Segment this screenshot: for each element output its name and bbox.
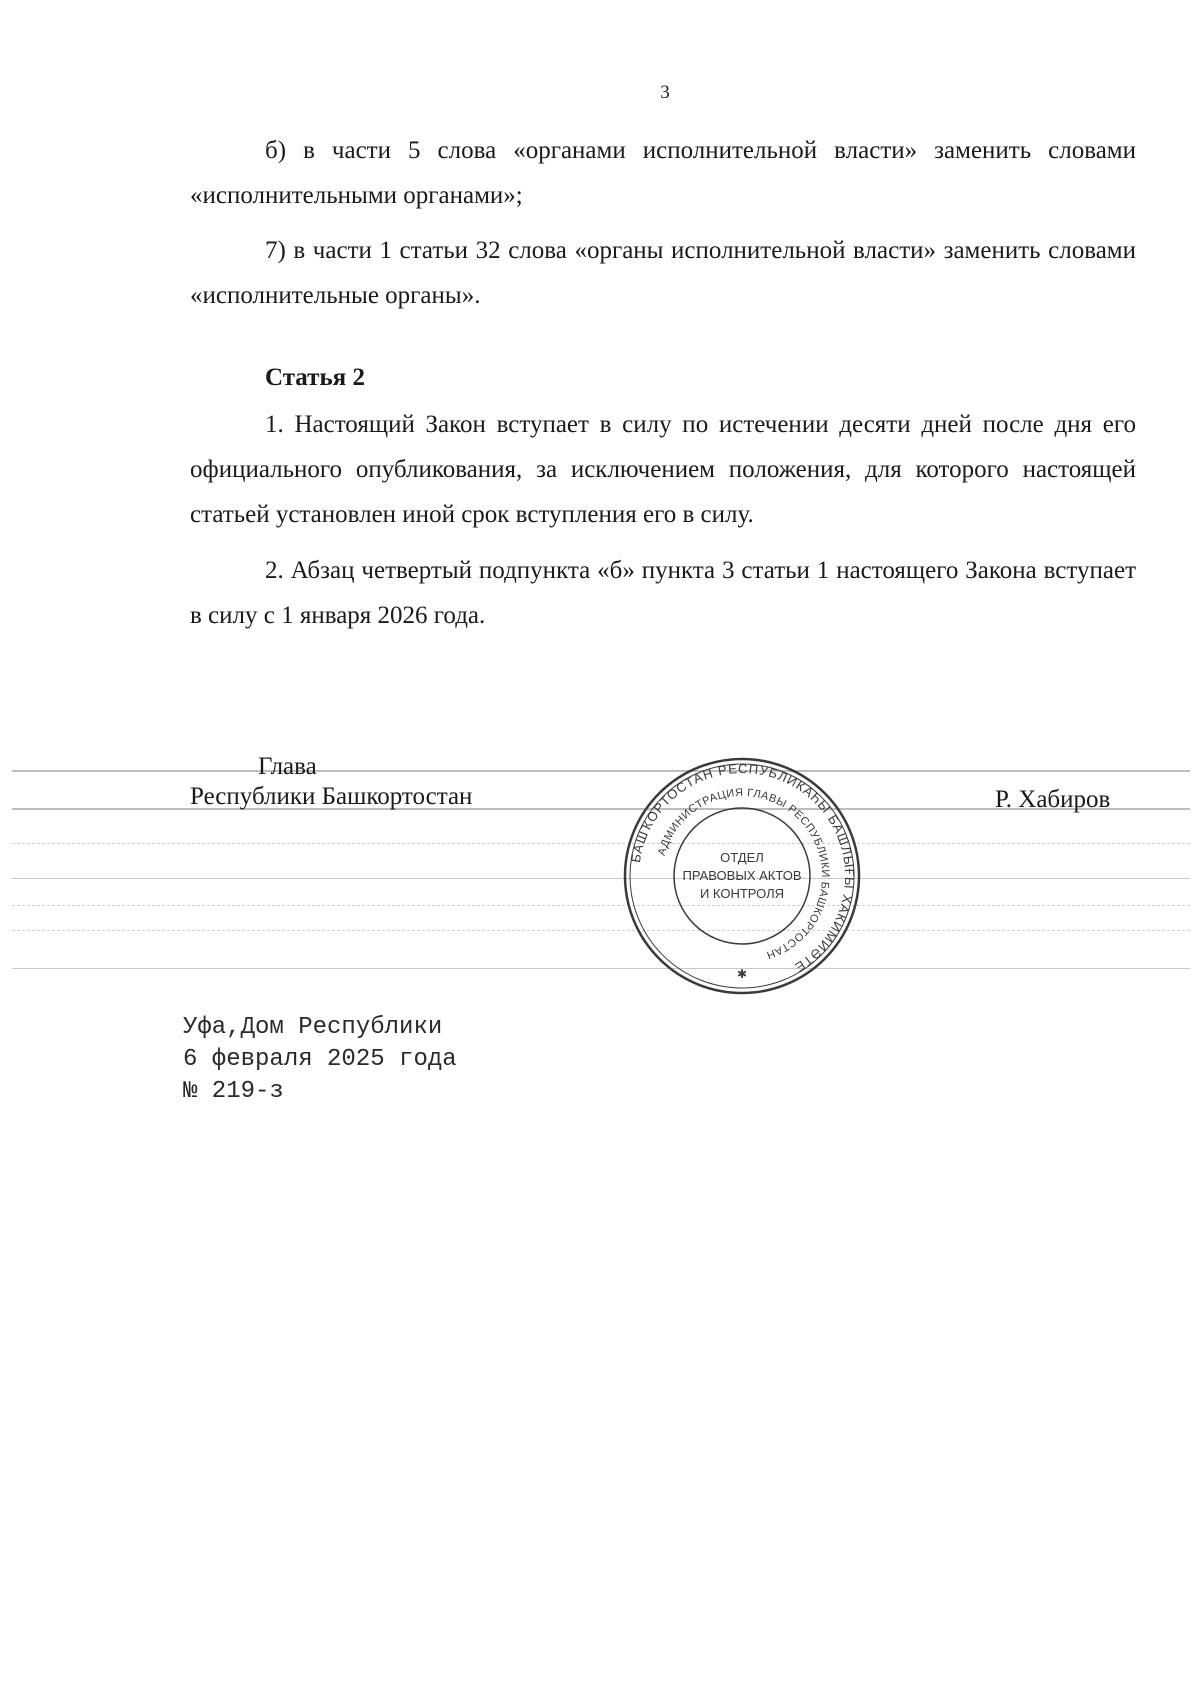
document-footer <box>183 1012 457 1108</box>
scan-line <box>12 843 1190 844</box>
seal-outer-text: БАШҠОРТОСТАН РЕСПУБЛИКАҺЫ БАШЛЫҒЫ ХАКИМИӘТЕ <box>627 760 858 976</box>
paragraph-7: 7) в части 1 статьи 32 слова «органы исполнительной власти» заменить словами «исполнительные органы». <box>190 237 1136 309</box>
seal-center-line-1: ОТДЕЛ <box>720 850 764 865</box>
signing-place: Уфа,Дом Республики <box>183 1014 443 1041</box>
article-heading: Статья 2 <box>265 364 365 391</box>
official-seal <box>622 756 862 996</box>
seal-inner-ring-text: АДМИНИСТРАЦИЯ ГЛАВЫ РЕСПУБЛИКИ БАШКОРТОСТАН <box>655 786 832 962</box>
signing-date: 6 февраля 2025 года <box>183 1046 457 1073</box>
scan-line <box>12 968 1190 969</box>
signature-title <box>190 752 472 812</box>
signatory-name: Р. Хабиров <box>995 786 1111 813</box>
seal-center-line-2: ПРАВОВЫХ АКТОВ <box>682 868 802 883</box>
article-2-paragraph-2: 2. Абзац четвертый подпункта «б» пункта 3 статьи 1 настоящего Закона вступает в силу с 1 января 2026 года. <box>190 557 1136 629</box>
signature-title-line-2: Республики Башкортостан <box>190 783 473 810</box>
star-icon: ✱ <box>736 967 748 981</box>
scan-line <box>12 905 1190 906</box>
scan-line <box>12 878 1190 879</box>
scan-line <box>12 930 1190 931</box>
seal-center-line-3: И КОНТРОЛЯ <box>699 886 785 901</box>
signature-title-line-1: Глава <box>258 753 317 780</box>
page-number: 3 <box>660 82 670 103</box>
scan-line <box>12 770 1190 772</box>
law-number: № 219-з <box>183 1078 284 1105</box>
article-2-paragraph-1: 1. Настоящий Закон вступает в силу по истечении десяти дней после дня его официального опубликования, за исключением положения, для которого настоящей статьей установлен иной срок вступления его в силу. <box>190 411 1136 528</box>
paragraph-b: б) в части 5 слова «органами исполнительной власти» заменить словами «исполнительными органами»; <box>190 137 1136 209</box>
